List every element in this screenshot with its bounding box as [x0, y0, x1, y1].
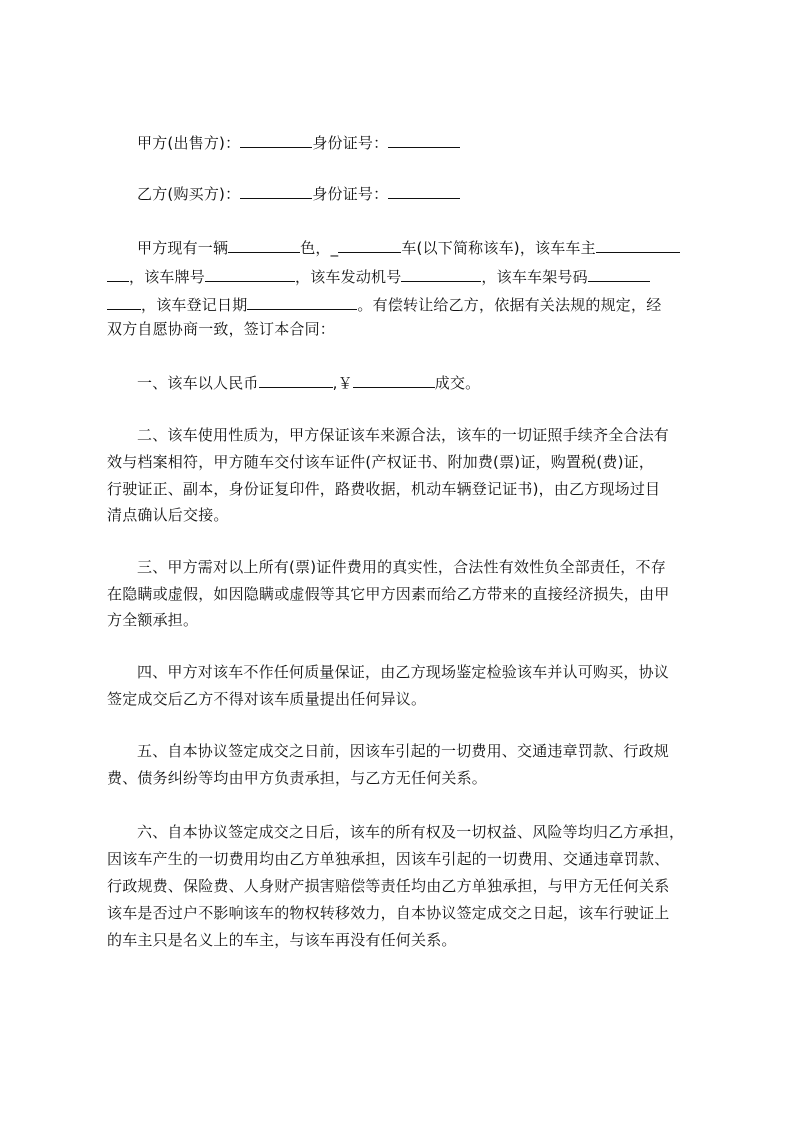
clause-2-line: 行驶证正、副本，身份证复印件，路费收据，机动车辆登记证书)，由乙方现场过目: [107, 480, 661, 498]
clause-1-text: ,￥: [332, 374, 353, 392]
intro-line-4: 双方自愿协商一致，签订本合同：: [107, 320, 336, 338]
intro-line-1: [137, 237, 680, 258]
intro-text: 色，_: [300, 239, 339, 257]
clause-6-line: 因该车产生的一切费用均由乙方单独承担，因该车引起的一切费用、交通违章罚款、: [107, 850, 670, 868]
clause-3-line: 在隐瞒或虚假，如因隐瞒或虚假等其它甲方因素而给乙方带来的直接经济损失，由甲: [107, 585, 670, 603]
clause-6-line: 六、自本协议签定成交之日后，该车的所有权及一切权益、风险等均归乙方承担，: [137, 823, 685, 841]
party-b-name-blank[interactable]: [240, 183, 312, 199]
clause-4-line: 签定成交后乙方不得对该车质量提出任何异议。: [107, 690, 427, 708]
clause-3-line: 三、甲方需对以上所有(票)证件费用的真实性，合法性有效性负全部责任，不存: [137, 558, 666, 576]
plate-number-blank[interactable]: [205, 266, 295, 282]
party-b-label: 乙方(购买方)：: [137, 185, 241, 203]
clause-6-line: 的车主只是名义上的车主，与该车再没有任何关系。: [107, 931, 457, 949]
clause-1-text: 成交。: [434, 374, 481, 392]
intro-text: 甲方现有一辆: [137, 239, 229, 257]
party-a-id-label: 身份证号：: [312, 134, 389, 152]
vin-blank[interactable]: [588, 266, 650, 282]
vehicle-owner-blank[interactable]: [596, 237, 680, 253]
party-a-label: 甲方(出售方)：: [137, 134, 241, 152]
clause-2-line: 清点确认后交接。: [107, 506, 229, 524]
party-b-id-blank[interactable]: [388, 183, 460, 199]
intro-text: ，该车发动机号: [295, 268, 402, 286]
intro-text: 。有偿转让给乙方，依据有关法规的规定，经: [357, 296, 662, 314]
party-a-id-blank[interactable]: [388, 132, 460, 148]
clause-4-line: 四、甲方对该车不作任何质量保证，由乙方现场鉴定检验该车并认可购买，协议: [137, 663, 670, 681]
party-a-line: [137, 132, 460, 153]
vehicle-owner-blank-cont[interactable]: [107, 266, 129, 282]
clause-1-text: 一、该车以人民币: [137, 374, 259, 392]
vehicle-model-blank[interactable]: [338, 237, 401, 253]
price-words-blank[interactable]: [259, 372, 333, 388]
clause-6-line: 行政规费、保险费、人身财产损害赔偿等责任均由乙方单独承担，与甲方无任何关系: [107, 877, 670, 895]
intro-text: ，该车登记日期: [141, 296, 248, 314]
clause-6-line: 该车是否过户不影响该车的物权转移效力，自本协议签定成交之日起，该车行驶证上: [107, 904, 670, 922]
clause-2-line: 二、该车使用性质为，甲方保证该车来源合法，该车的一切证照手续齐全合法有: [137, 426, 670, 444]
clause-5-line: 五、自本协议签定成交之日前，因该车引起的一切费用、交通违章罚款、行政规: [137, 742, 670, 760]
intro-text: ，该车牌号: [129, 268, 206, 286]
clause-3-line: 方全额承担。: [107, 611, 199, 629]
intro-text: ，该车车架号码: [481, 268, 588, 286]
clause-2-line: 效与档案相符，甲方随车交付该车证件(产权证书、附加费(票)证，购置税(费)证，: [107, 453, 655, 471]
price-amount-blank[interactable]: [353, 372, 435, 388]
registration-date-blank[interactable]: [247, 294, 357, 310]
engine-number-blank[interactable]: [401, 266, 481, 282]
party-a-name-blank[interactable]: [240, 132, 312, 148]
vin-blank-cont[interactable]: [107, 294, 141, 310]
intro-line-2: [107, 266, 650, 287]
intro-text: 车(以下简称该车)，该车车主: [401, 239, 596, 257]
party-b-line: [137, 183, 460, 204]
party-b-id-label: 身份证号：: [312, 185, 389, 203]
clause-1-line: [137, 372, 480, 393]
vehicle-color-blank[interactable]: [228, 237, 300, 253]
intro-line-3: [107, 294, 661, 315]
clause-5-line: 费、债务纠纷等均由甲方负责承担，与乙方无任何关系。: [107, 769, 488, 787]
